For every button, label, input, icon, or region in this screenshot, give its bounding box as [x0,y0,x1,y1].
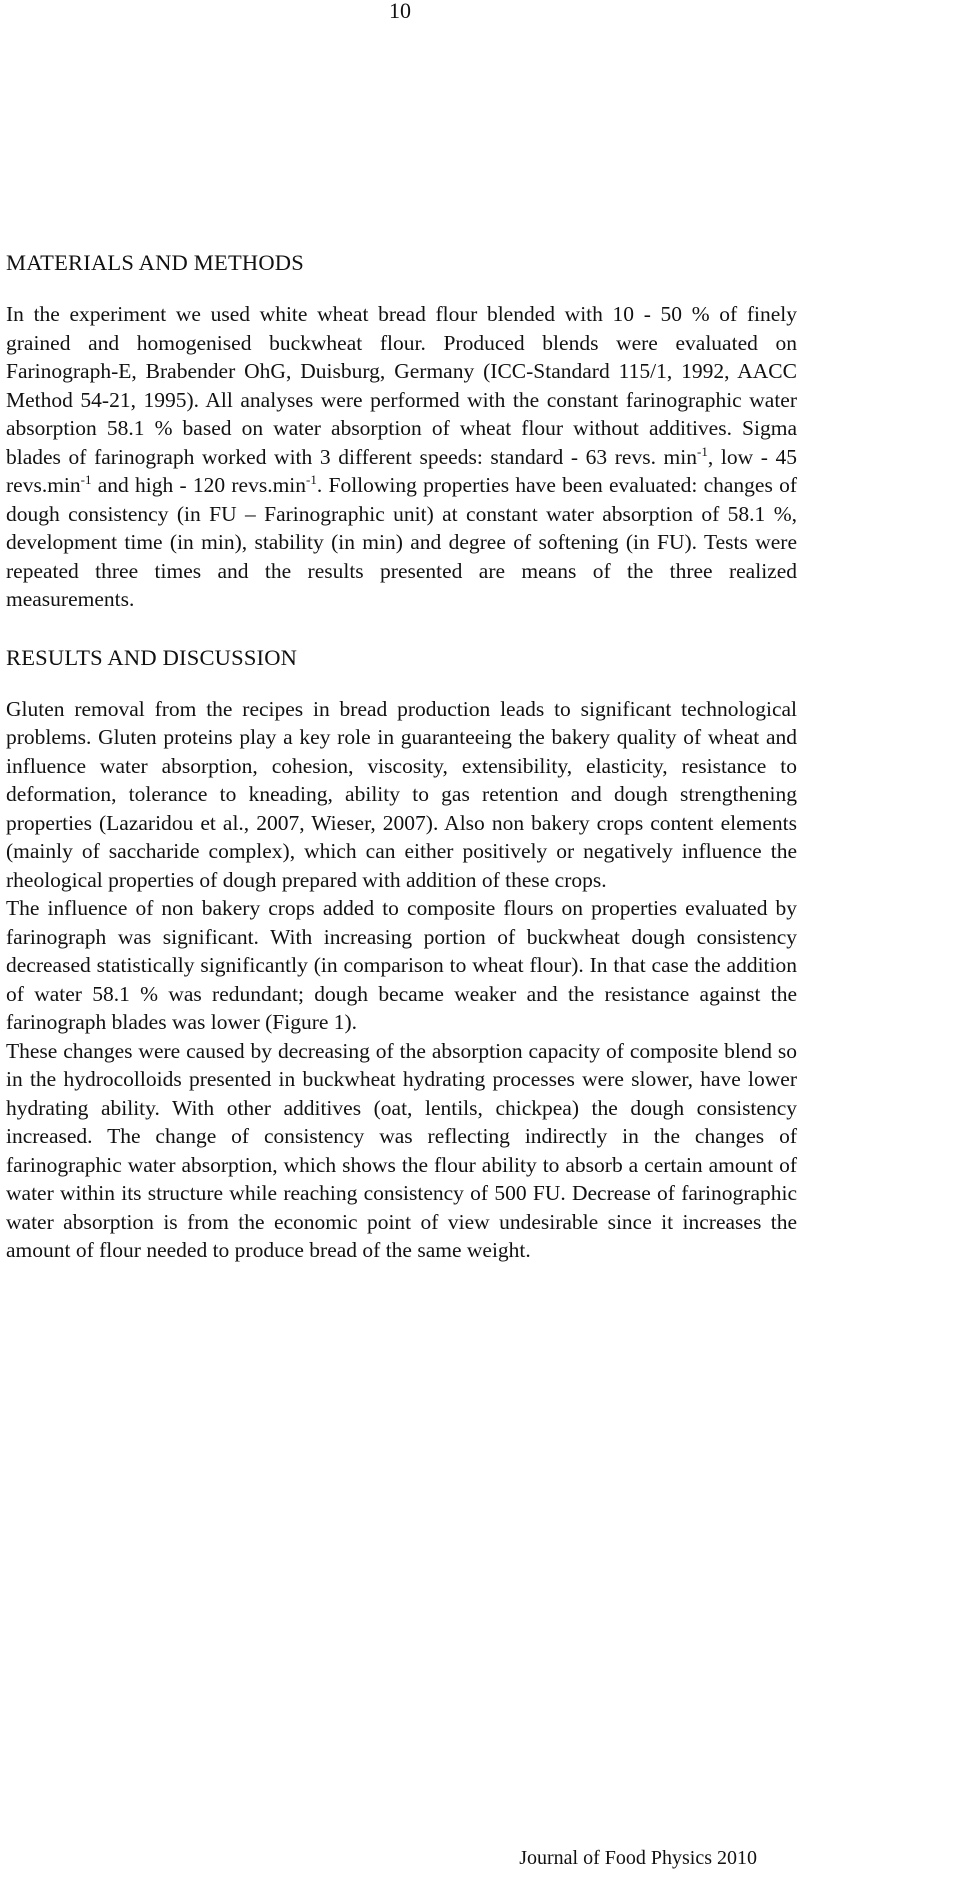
methods-text-b: , low - 45 revs.min [6,444,797,497]
journal-footer: Journal of Food Physics 2010 [519,1847,757,1869]
methods-text-a: In the experiment we used white wheat bread flour blended with 10 - 50 % of finely grained and homogenised buckwheat flour. Produced blends were evaluated on Farinograph-E, Brabender OhG, Duisburg, Germany (ICC-Standard 115/1, 1992, AACC Method 54-21, 1995). All analyses were performed with the constant farinographic water absorption 58.1 % based on water absorption of wheat flour without additives. Sigma blades of farinograph worked with 3 different speeds: standard - 63 revs. min [6,302,797,469]
results-paragraph: Gluten removal from the recipes in bread production leads to significant technological problems. Gluten proteins play a key role in guaranteeing the bakery quality of wheat and influence water absorption, cohesion, viscosity, extensibility, elasticity, resistance to deformation, tolerance to kneading, ability to gas retention and dough strengthening properties (Lazaridou et al., 2007, Wieser, 2007). Also non bakery crops content elements (mainly of saccharide complex), which can either positively or negatively influence the rheological properties of dough prepared with addition of these crops. [6,696,797,892]
section-heading-results: RESULTS AND DISCUSSION [6,644,298,670]
methods-text-d: . Following properties have been evaluated: changes of dough consistency (in FU – Farinographic unit) at constant water absorption of 58.1 %, development time (in min), stability (in min) and degree of softening (in FU). Tests were repeated three times and the results presented are means of the three realized measurements. [6,473,797,611]
section-heading-methods: MATERIALS AND METHODS [6,250,304,275]
methods-text-c: and high - 120 revs.min [91,473,307,497]
results-paragraph: These changes were caused by decreasing of the absorption capacity of composite blend so in the hydrocolloids presented in buckwheat hydrating processes were slower, have lower hydrating ability. With other additives (oat, lentils, chickpea) the dough consistency increased. The change of consistency was reflecting indirectly in the changes of farinographic water absorption, which shows the flour ability to absorb a certain amount of water within its structure while reaching consistency of 500 FU. Decrease of farinographic water absorption is from the economic point of view undesirable since it increases the amount of flour needed to produce bread of the same weight. [6,1038,797,1262]
methods-paragraph [6,300,797,614]
page-number: 10 [389,0,411,23]
superscript-minus-one: -1 [80,471,92,487]
results-paragraph: The influence of non bakery crops added to composite flours on properties evaluated by farinograph was significant. With increasing portion of buckwheat dough consistency decreased statistically significantly (in comparison to wheat flour). In that case the addition of water 58.1 % was redundant; dough became weaker and the resistance against the farinograph blades was lower (Figure 1). [6,896,797,1034]
superscript-minus-one: -1 [697,443,708,459]
article-body [6,248,797,1265]
superscript-minus-one: -1 [306,471,317,487]
